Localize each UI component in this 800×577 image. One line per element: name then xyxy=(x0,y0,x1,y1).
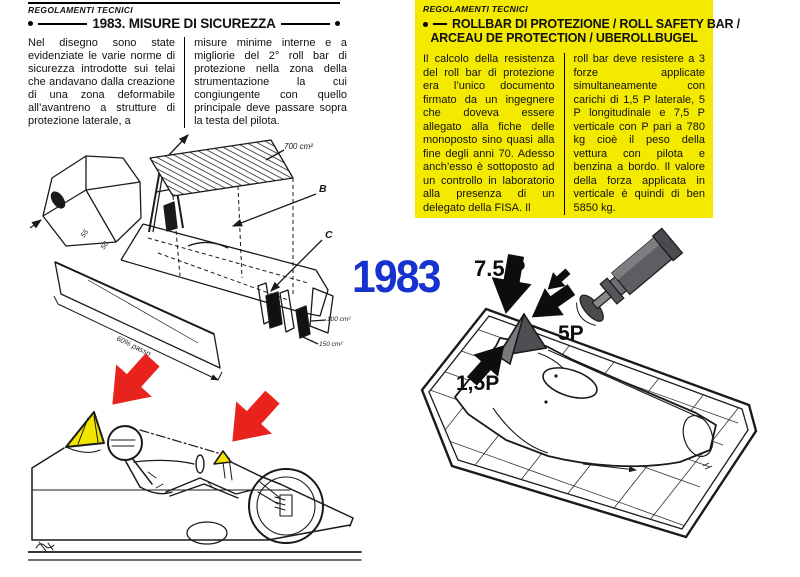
artist-signature xyxy=(36,542,54,551)
cockpit-side-view-drawing xyxy=(28,392,363,574)
area-side-label: 100 cm² xyxy=(327,316,351,323)
right-text-columns xyxy=(423,53,705,215)
point-b-label: B xyxy=(319,183,327,195)
right-column-divider xyxy=(564,53,565,215)
lateral-force-label: 1,5P xyxy=(456,372,500,395)
rollbar-regulation-panel xyxy=(415,0,740,218)
monocoque-body xyxy=(121,224,328,316)
left-title-row xyxy=(28,16,340,31)
wheelbase-label: 60% passo xyxy=(115,333,153,359)
bullet-left-icon xyxy=(423,22,428,27)
right-kicker: REGOLAMENTI TECNICI xyxy=(423,4,528,14)
year-label: 1983 xyxy=(352,251,440,302)
left-column-2: misure minime interne e a migliorie del 2° roll bar di protezione nella zona della strumentazione la cui congiungente con quello principale deve passare sopra la testa del pilota. xyxy=(194,37,347,127)
title-rule-left xyxy=(38,23,87,25)
deformable-area-deck xyxy=(150,140,293,196)
chassis-safety-drawing xyxy=(28,128,363,388)
left-text-columns xyxy=(28,37,347,128)
title-rule-left xyxy=(433,23,447,25)
bullet-right-icon xyxy=(335,21,340,26)
left-column-1: Nel disegno sono state evidenziate le varie norme di sicurezza introdotte sui telai che andavano dalla creazione di una zona deformabile all’avantreno a strutture di protezione laterale, a xyxy=(28,37,176,127)
area-top-label: 700 cm² xyxy=(284,142,313,151)
left-article-title: 1983. MISURE DI SICUREZZA xyxy=(92,16,276,31)
left-column-divider xyxy=(184,37,185,128)
longitudinal-force-label: 5P xyxy=(558,322,584,345)
front-wheel xyxy=(249,469,323,543)
rollbar-connection-line xyxy=(140,430,218,453)
hydraulic-ram xyxy=(571,228,683,329)
right-title-row xyxy=(423,17,740,31)
left-kicker: REGOLAMENTI TECNICI xyxy=(28,5,133,15)
dim-b-label: 50 xyxy=(99,240,111,252)
right-article-title-line2: ARCEAU DE PROTECTION / UBEROLLBUGEL xyxy=(430,31,698,45)
dim-a-label: 55 xyxy=(79,228,91,240)
title-rule-right xyxy=(281,23,330,25)
right-article-title-line1: ROLLBAR DI PROTEZIONE / ROLL SAFETY BAR / xyxy=(452,17,740,31)
point-c-label: C xyxy=(325,229,333,241)
vertical-force-label: 7.5 P xyxy=(474,256,526,281)
rollbar-load-test-drawing xyxy=(398,218,800,577)
left-top-rule xyxy=(28,2,340,4)
right-column-2: roll bar deve resistere a 3 forze applicate simultaneamente con carichi di 1,5 P laterale, 5 P longitudinale e 7,5 P verticale con P pari a 780 kg cioè il peso della vettura con pilota e benzina a bordo. Il valore della forza applicata in verticale è quindi di ben 5850 kg. xyxy=(573,53,705,214)
right-column-1: Il calcolo della resistenza del roll bar di protezione era l’unico documento firmato da un ingegnere che doveva essere allegato alla fiche delle monoposto sino quasi alla fine degli anni 70. Adesso anch’esso è sottoposto ad un controllo in laboratorio alla presenza di un delegato della FISA. Il xyxy=(423,53,555,214)
area-rear-label: 150 cm² xyxy=(319,341,343,348)
bullet-left-icon xyxy=(28,21,33,26)
